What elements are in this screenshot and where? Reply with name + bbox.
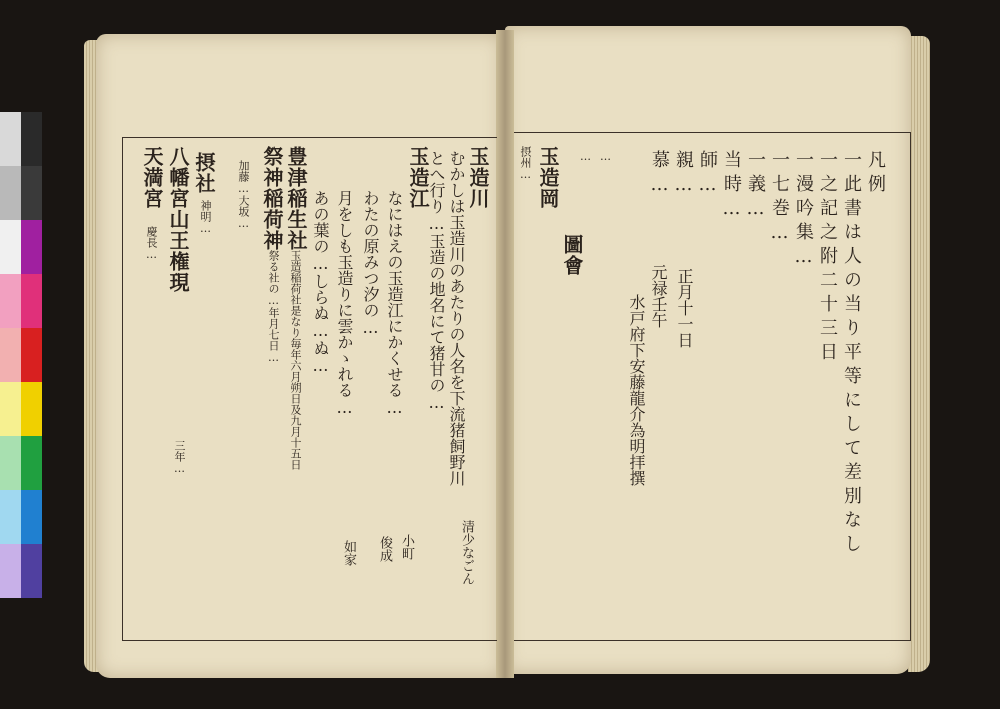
poem-text: なにはえの玉造江にかくせる…: [385, 190, 404, 417]
preface-line: 一七巻…: [769, 150, 790, 249]
note-text: 三年…: [173, 440, 186, 475]
right-page-edges: [908, 36, 930, 672]
poet-name: 小町: [399, 534, 414, 560]
date-line: 正月十一日: [675, 268, 694, 348]
preface-line: 慕…: [649, 150, 670, 201]
heading-sessha: 摂社: [192, 152, 216, 194]
signature-line: 水戸府下安藤龍介為明拝撰: [627, 294, 646, 486]
heading-saijin: 祭神稲荷神: [260, 146, 284, 251]
poet-name: 如家: [341, 540, 356, 566]
note-text: 加藤…大坂…: [237, 160, 250, 230]
poem-text: わたの原みつ汐の…: [361, 190, 380, 337]
heading-hachimangu: 八幡宮山王権現: [166, 146, 190, 293]
preface-line: 一漫吟集…: [793, 150, 814, 273]
heading-toyotsu-inari: 豊津稲生社: [284, 146, 308, 251]
note-text: …: [599, 150, 612, 163]
heading-tenmangu: 天満宮: [140, 146, 164, 209]
note-text: 慶長…: [145, 226, 158, 261]
color-calibration-strip: [0, 112, 42, 598]
preface-line: 一義…: [745, 150, 766, 225]
era-line: 元禄壬午: [649, 264, 668, 328]
note-text: 神明…: [199, 200, 212, 235]
heading-tamatsukuri-gawa: 玉造川: [466, 146, 490, 209]
preface-line: 当時…: [721, 150, 742, 225]
preface-line: 親…: [673, 150, 694, 201]
preface-line: 凡例: [865, 150, 886, 198]
note-text: 摂州…: [519, 146, 532, 181]
preface-line: 一此書は人の当り平等にして差別なし: [841, 150, 862, 558]
poem-text: あの葉の…しらぬ…ぬ…: [311, 190, 330, 375]
note-text: 祭る社の…年月七日…: [267, 250, 280, 364]
heading-tamatsukuri-e: 玉造江: [406, 146, 430, 209]
preface-line: 師…: [697, 150, 718, 201]
entry-text: とへ行り…玉造の地名にて猪甘の…: [427, 150, 446, 412]
poet-name: 俊成: [377, 536, 392, 562]
entry-text: むかしは玉造川のあたりの人名を下流猪飼野川: [447, 150, 466, 486]
note-text: …: [579, 150, 592, 163]
poem-text: 月をしも玉造りに雲かゝれる…: [335, 190, 354, 417]
poet-name: 清少なごん: [459, 520, 474, 585]
book-gutter: [496, 30, 514, 678]
heading-tamatsukuri-oka: 玉造岡: [536, 146, 560, 209]
note-text: 玉造稲荷社是なり毎年六月朔日及九月十五日: [289, 250, 302, 470]
heading-zue: 圖會: [560, 234, 584, 276]
preface-line: 一之記之附二十三日: [817, 150, 838, 366]
